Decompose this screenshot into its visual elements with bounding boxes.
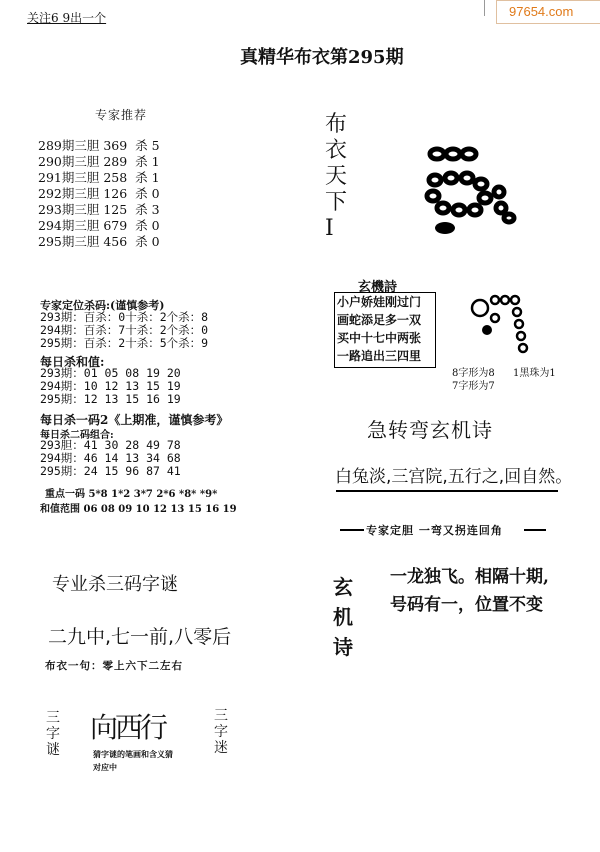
expert-header: 专家推荐 [95,108,148,122]
page-title: 真精华布衣第295期 [240,47,404,68]
position-kill-list [40,312,208,351]
list-item: 294期：10 12 13 15 19 [40,379,181,393]
list-item: 295期：百杀：2十杀：5个杀：9 [40,336,209,350]
position-kill-header: 专家定位杀码:(谨慎参考) [40,299,165,312]
poem-line: 画蛇添足多一双 [337,313,422,327]
top-note: 关注6 9出一个 [27,11,107,25]
three-char-note-2: 对应中 [93,762,117,772]
rule-right [524,529,546,531]
list-item: 295期：12 13 15 16 19 [40,392,181,406]
poem-box [334,292,436,368]
riddle-text: 二九中,七一前,八零后 [48,626,232,648]
poem-line: 买中十七中两张 [337,331,422,345]
list-item: 294期三胆 679 杀 0 [38,218,160,233]
riddle-line: 布衣一句：零上六下二左右 [45,660,183,672]
one-code-list [40,440,181,479]
three-char-right: 三字迷 [214,708,228,756]
list-item: 292期三胆 126 杀 0 [38,186,160,201]
list-item: 293胆：41 30 28 49 78 [40,438,181,452]
bead-figure-1 [405,138,525,238]
note-8: 8字形为8 [452,368,495,379]
expert-dan-line2: 号码有一，位置不变 [390,595,543,615]
list-item: 293期：01 05 08 19 20 [40,366,181,380]
rule-left [340,529,364,531]
ji-zhuan-title: 急转弯玄机诗 [367,418,493,442]
list-item: 293期三胆 125 杀 3 [38,202,160,217]
poem-line: 小户娇娃刚过门 [337,295,422,309]
list-item: 293期：百杀：0十杀：2个杀：8 [40,310,209,324]
list-item: 289期三胆 369 杀 5 [38,138,160,153]
underline [336,490,558,492]
poem-line: 一路追出三四里 [337,349,422,363]
poem-title: 玄機詩 [358,280,398,295]
expert-dan-line1: 一龙独飞。相隔十期, [390,567,549,587]
daily-sum-list [40,368,181,407]
list-item: 295期三胆 456 杀 0 [38,234,160,249]
note-1: 1黑珠为1 [513,368,556,379]
expert-dan-title: 专家定胆 一弯又拐连回角 [366,524,503,537]
three-char-glyphs: 向西行 [90,711,166,744]
list-item: 290期三胆 289 杀 1 [38,154,160,169]
note-7: 7字形为7 [452,381,495,392]
watermark: 97654.com [509,4,574,19]
list-item: 294期：46 14 13 34 68 [40,451,181,465]
riddle-title: 专业杀三码字谜 [52,574,178,595]
expert-list [38,140,160,252]
list-item: 294期：百杀：7十杀：2个杀：0 [40,323,209,337]
three-char-note-1: 猜字谜的笔画和含义猜 [93,749,173,759]
divider [484,0,485,16]
list-item: 295期：24 15 96 87 41 [40,464,181,478]
daily-sum-header: 每日杀和值: [40,355,105,369]
ji-zhuan-text: 白兔淡,三宫院,五行之,回自然。 [335,467,573,487]
bead-figure-2 [465,290,545,360]
expert-dan-vertical: 玄机诗 [333,575,353,659]
three-char-left: 三字谜 [46,710,60,758]
buyi-vertical: 布衣天下I [325,112,348,241]
key-code: 重点一码 5*8 1*2 3*7 2*6 *8* *9* [45,489,218,500]
sum-range: 和值范围 06 08 09 10 12 13 15 16 19 [40,504,237,515]
one-code-header: 每日杀一码2《上期准，谨慎参考》 [40,413,229,427]
list-item: 291期三胆 258 杀 1 [38,170,160,185]
one-code-sub: 每日杀二码组合: [40,430,114,441]
watermark-box [496,0,600,24]
